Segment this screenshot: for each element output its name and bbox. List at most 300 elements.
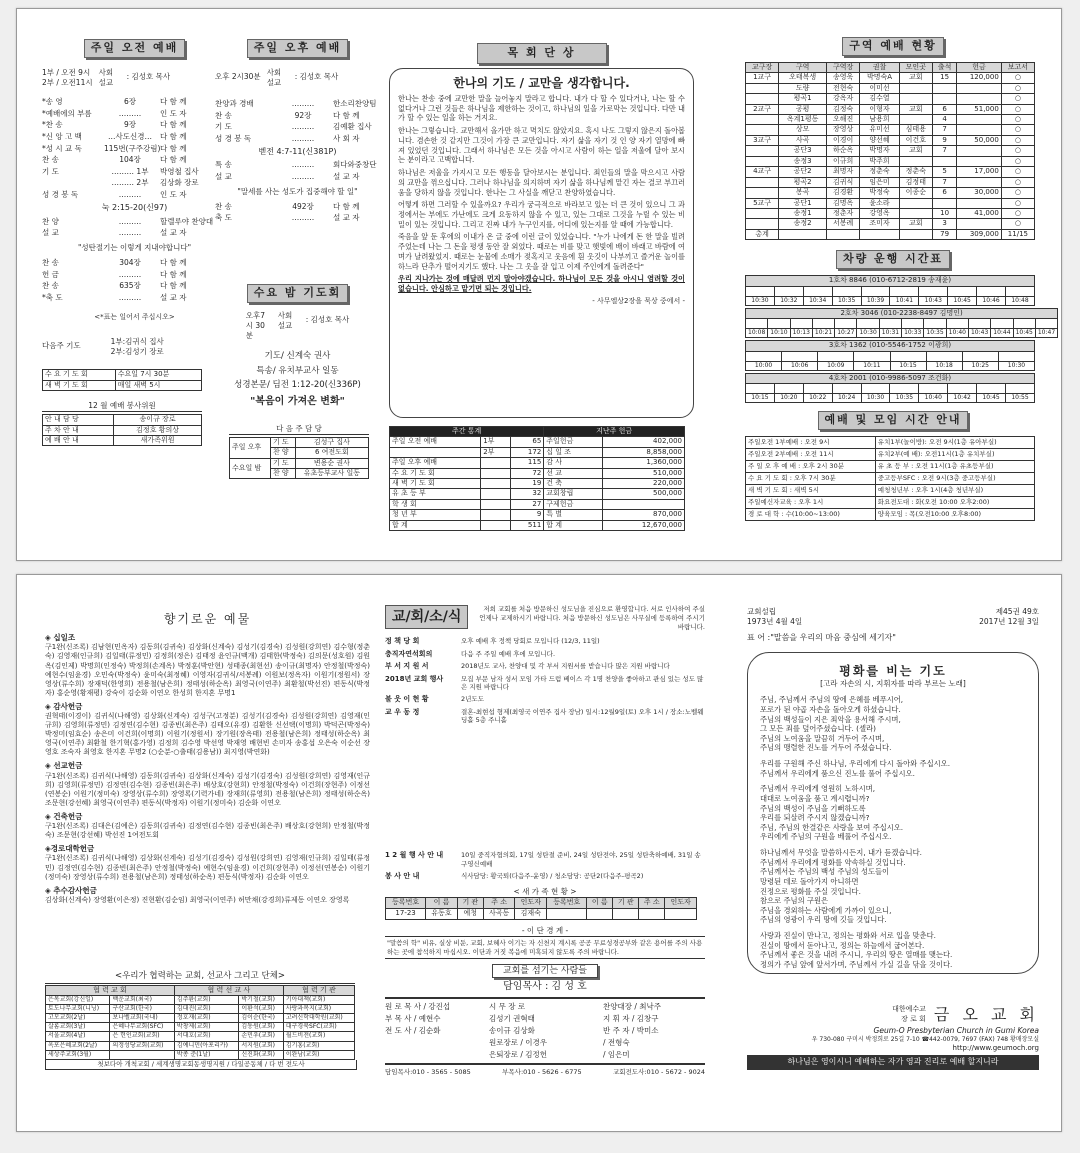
times-cell: 주 일 오 후 예 배 : 오후 2시 30분 — [746, 461, 876, 473]
order-person: 인 도 자 — [160, 190, 187, 200]
times-title: 예배 및 모임 시간 안내 — [818, 411, 969, 430]
stats-cell: 건 축 — [544, 479, 602, 489]
bus-stop-cell — [835, 319, 857, 329]
district-cell — [827, 229, 860, 239]
bus-stop-cell — [991, 319, 1013, 329]
visitor-cell — [639, 908, 665, 919]
prayer-title: 평화를 비는 기도 — [839, 664, 947, 679]
district-cell: 7 — [932, 177, 956, 187]
partners-cell: 사랑과복지(교회) — [283, 1005, 354, 1014]
church-url[interactable]: http://www.geumoch.org — [952, 1043, 1039, 1052]
partners-title: <우리가 협력하는 교회, 선교사 그리고 단체> — [45, 971, 355, 983]
partners-cell: 박창제(교회) — [174, 1023, 238, 1032]
bus-time: 10:43 — [919, 296, 948, 305]
stanza — [760, 931, 1026, 970]
verse-line: 정의가 주님 앞에 앞서가며, 주님께서 가실 길을 닦을 것이다. — [760, 959, 953, 969]
partners-cell — [110, 1050, 174, 1059]
order-row — [215, 133, 380, 145]
issue-number: 제45권 49호 — [995, 607, 1039, 616]
am-sermon-title: "성탄절기는 이렇게 지내야합니다" — [77, 242, 192, 252]
vol-value: 김정호 황의상 — [114, 425, 202, 435]
partners-cell: 백운교회(최국) — [110, 996, 174, 1005]
district-row — [746, 104, 1035, 114]
bus-stop-cell — [890, 286, 919, 296]
order-row — [215, 159, 380, 171]
district-cell: 조미자 — [860, 219, 899, 229]
verse-line: 주님의 맹렬한 진노를 거두어 주셨습니다. — [760, 743, 892, 753]
district-cell — [957, 198, 1002, 208]
district-row — [746, 208, 1035, 218]
staff-cell: 김성기 권혁태 — [489, 1013, 535, 1023]
district-cell — [779, 229, 827, 239]
column-para: 하나님은 저울을 가지시고 모든 행동을 달아보시는 분입니다. 죄인들의 말을 막으시고 사람의 교만을 꺾으십니다. 그러나 하나님을 의지하며 자기 삶을 하나님께 맡긴 자는 결코 부끄러움을 당하지 않을 것입니다. 한나는 그 사실을 깨닫고 찬양하였습니다. — [398, 168, 685, 197]
order-item: 찬 송 — [42, 281, 59, 291]
partners-cell: 기아대책(교회) — [283, 996, 354, 1005]
order-value: ……… — [118, 292, 142, 302]
district-cell — [899, 156, 932, 166]
staff-cell: 원 로 목 사 / 강진섭 — [385, 1001, 451, 1011]
district-head-cell: 모인곳 — [899, 62, 932, 72]
district-cell: ○ — [1001, 125, 1034, 135]
district-cell: 120,000 — [957, 73, 1002, 83]
stats-cell: 학 생 회 — [390, 499, 481, 509]
order-person: 설 교 자 — [333, 172, 360, 182]
district-cell: 공단1 — [779, 198, 827, 208]
district-cell: 송정3 — [779, 156, 827, 166]
district-cell: 김경환 — [827, 188, 860, 198]
district-head-cell: 보고서 — [1001, 62, 1034, 72]
bus-stop-cell — [948, 384, 977, 394]
partners-cell: 김주환(교회) — [174, 996, 238, 1005]
bus-time: 10:21 — [812, 329, 834, 338]
district-cell — [932, 94, 956, 104]
next-cell: 기 도 — [270, 437, 295, 447]
order-person: 다 함 께 — [333, 110, 360, 120]
order-item: *축 도 — [42, 292, 63, 302]
next-week-title: 다 음 주 담 당 — [229, 424, 369, 435]
order-row — [42, 96, 227, 108]
bus-time: 10:00 — [746, 361, 782, 370]
next-prayer-1: 1부:김귀식 집사 — [110, 336, 164, 346]
stats-cell — [390, 447, 481, 457]
district-cell: 79 — [932, 229, 956, 239]
partners-cell: 대구경북SFC(교회) — [283, 1023, 354, 1032]
district-cell: 4교구 — [746, 167, 779, 177]
district-cell: 2교구 — [746, 104, 779, 114]
order-value: …사도신경… — [108, 131, 152, 141]
verse-line: 주님의 노여움을 말끔히 거두어 주시며, — [760, 733, 885, 743]
pastor-column-title: 목 회 단 상 — [477, 43, 607, 64]
bus-stop-cell — [962, 351, 998, 361]
wed-preacher: : 김성호 목사 — [305, 314, 350, 324]
verse-line: 주님, 주님의 한결같은 사랑을 보여 주십시오. — [760, 822, 904, 832]
district-cell: 오해진 — [827, 115, 860, 125]
district-cell: 이종순 — [899, 188, 932, 198]
bus-time: 10:18 — [926, 361, 962, 370]
news-label: 교 우 동 정 — [385, 707, 420, 716]
district-cell: 김수열 — [860, 94, 899, 104]
order-row — [42, 227, 227, 239]
bus-stop-row — [746, 319, 1058, 329]
bus-time: 10:31 — [879, 329, 901, 338]
founded-date: 1973년 4월 4일 — [747, 617, 803, 627]
district-cell — [932, 156, 956, 166]
bus-stop-cell — [857, 319, 879, 329]
stats-row — [390, 468, 685, 478]
district-cell — [957, 156, 1002, 166]
wed-service-title: 수요 밤 기도회 — [247, 284, 348, 303]
column-signature: - 사무엘상2장을 묵상 중에서 - — [592, 296, 685, 305]
staff-list — [385, 997, 705, 1065]
district-cell: 박주희 — [860, 156, 899, 166]
district-cell: 7 — [932, 146, 956, 156]
district-cell: 교회 — [899, 104, 932, 114]
district-cell: 하순옥 — [827, 146, 860, 156]
service-volunteers-title: 12 월 예배 봉사위원 — [42, 401, 202, 412]
am-order-list-2 — [42, 216, 227, 239]
stats-cell: 32 — [510, 489, 544, 499]
order-item: 축 도 — [215, 213, 232, 223]
prayer-subtitle: [고라 자손의 시, 지휘자를 따라 부르는 노래] — [820, 679, 966, 689]
bus-stop-cell — [803, 384, 832, 394]
vol-label: 예 배 안 내 — [43, 435, 114, 445]
district-cell — [899, 208, 932, 218]
partners-cell: 박기철(교회) — [239, 996, 283, 1005]
district-cell: 평곡1 — [779, 94, 827, 104]
next-cell: 변용순 권사 — [295, 458, 368, 468]
district-row — [746, 125, 1035, 135]
wed-preacher-label: 사회 설교 — [277, 310, 293, 330]
district-cell — [957, 219, 1002, 229]
order-value: ……… 1부 — [111, 166, 149, 176]
district-cell: ○ — [1001, 198, 1034, 208]
news-text: 10일 중직자협의회, 17일 성탄절 준비, 24일 성탄전야, 25일 성탄축하예배, 31일 송구영신예배 — [461, 851, 701, 868]
order-item — [42, 177, 100, 189]
next-cell: 찬 양 — [270, 448, 295, 458]
district-row — [746, 146, 1035, 156]
stats-cell: 청 년 부 — [390, 510, 481, 520]
district-cell — [957, 94, 1002, 104]
offering-names: 김상화(신계숙) 장영환(이은정) 진현환(김순임) 최영국(이연주) 허만채(강경희)류제동 이연오 장영록 — [45, 895, 350, 904]
district-cell: 공평 — [779, 104, 827, 114]
visitor-head-cell: 인도자 — [515, 898, 547, 908]
order-item: *예배에의 부름 — [42, 108, 92, 118]
district-cell: 공단3 — [779, 146, 827, 156]
bus-route-header — [746, 308, 1058, 318]
stanza — [760, 695, 1026, 753]
district-cell: 3교구 — [746, 135, 779, 145]
order-row — [215, 171, 380, 183]
order-person: 다 함 께 — [160, 269, 187, 279]
stats-cell: 72 — [510, 468, 544, 478]
district-row — [746, 198, 1035, 208]
verse-line: 주님께서 우리에게 영원히 노하시며, — [760, 784, 876, 794]
district-cell: 옥계1평동 — [779, 115, 827, 125]
stats-cell: 구제헌금 — [544, 499, 602, 509]
stats-cell — [481, 489, 511, 499]
partners-cell: 토도나무교회(니닝) — [46, 1005, 110, 1014]
bus-stop-cell — [832, 286, 861, 296]
district-cell: 박명자 — [860, 146, 899, 156]
bus-stop-cell — [1006, 384, 1035, 394]
order-row — [215, 110, 380, 122]
district-cell: 5교구 — [746, 198, 779, 208]
bus-stop-cell — [818, 351, 854, 361]
times-cell: 유치2부(예 배): 오전11시(1층 유치부실) — [875, 449, 1034, 461]
bus-route-name: 1호차 8846 (010-6712-2819 송재윤) — [746, 276, 1035, 286]
partners-cell: 정호재(교회) — [174, 1014, 238, 1023]
news-item — [385, 708, 705, 726]
district-cell: 사곡 — [779, 135, 827, 145]
order-item: 찬 송 — [215, 201, 232, 211]
column-para: 한나는 찬송 중에 교만한 말을 늘어놓지 말라고 합니다. 내가 다 할 수 있다거나, 나는 할 수 없다거나 그런 것들은 하나님을 제한하는 것이고, 하나님의 일을 가로막는 것입니다. 다만 내가 할 수 있는 일을 하는 거지요. — [398, 94, 685, 123]
order-item: 헌 금 — [42, 269, 59, 279]
founded-label: 교회설립 — [747, 607, 776, 616]
bus-time: 10:44 — [991, 329, 1013, 338]
prayer-verses — [760, 695, 1026, 969]
visitor-table — [385, 897, 697, 919]
order-value: 9장 — [123, 120, 137, 130]
district-cell: 17,000 — [957, 167, 1002, 177]
stats-cell — [481, 479, 511, 489]
stats-cell: 주일 오후 예배 — [390, 458, 481, 468]
bus-stop-row — [746, 384, 1035, 394]
news-text: 식사담당: 황국퇴(다음주-윤영) / 청소담당: 공단2(다음주-평곡2) — [461, 871, 644, 880]
district-cell: 50,000 — [957, 135, 1002, 145]
bus-time: 10:24 — [832, 394, 861, 403]
district-head-cell: 구역 — [779, 62, 827, 72]
verse-line: 주님께서 우리에게 품으신 진노를 풀어 주십시오. — [760, 768, 915, 778]
order-value: ……… — [291, 133, 315, 143]
times-cell: 예청청년부 : 오후 1시(4층 청년부실) — [875, 485, 1034, 497]
district-head-cell: 교구장 — [746, 62, 779, 72]
bus-time: 10:39 — [861, 296, 890, 305]
stats-cell — [481, 520, 511, 530]
slogan-banner: 하나님은 영이시니 예배하는 자가 영과 진리로 예배 할지니라 — [747, 1055, 1039, 1070]
district-cell — [746, 115, 779, 125]
order-item: 찬 양 — [42, 216, 59, 226]
bus-time: 10:11 — [854, 361, 890, 370]
times-row — [746, 485, 1035, 497]
meet-value: 수요일 7시 30분 — [115, 370, 201, 380]
order-person: 박영철 집사 — [160, 166, 199, 176]
order-row — [42, 216, 227, 228]
bus-time: 10:45 — [948, 296, 977, 305]
district-cell — [746, 125, 779, 135]
news-text: 오후 예배 후 정책 당회로 모입니다 (12/3, 11일) — [461, 637, 600, 646]
verse-line: 하나님께서 무엇을 말씀하시든지, 내가 듣겠습니다. — [760, 848, 922, 858]
order-value: ……… — [118, 216, 142, 226]
order-item: *찬 송 — [42, 120, 63, 130]
stats-cell — [481, 458, 511, 468]
district-cell: 임은미 — [860, 177, 899, 187]
district-cell: 10 — [932, 208, 956, 218]
wed-time: 오후7시 30분 — [245, 310, 265, 341]
cover-column — [747, 575, 1039, 1131]
bus-route-name: 4호차 2001 (010-9986-5097 조건화) — [746, 373, 1035, 383]
district-row — [746, 115, 1035, 125]
bus-time: 10:30 — [861, 394, 890, 403]
column-para: 한나는 그렇습니다. 교만해서 올가만 하고 멱치도 않았지요. 혹시 나도 그렇지 않은지 돌아봅니다. 겸손한 것 같지만 그것이 가장 큰 교만입니다. 자기 삶을 자기 것 인 양 자기 열망에 빠져 있었던 것입니다. 그래서 하나님은 모든 것을 아시고 사람이 하는 일을 저울에 달아 보시는 분이라고 고백합니다. — [398, 126, 685, 165]
district-head-cell: 권찰 — [860, 62, 899, 72]
bus-title: 차량 운행 시간표 — [836, 250, 950, 269]
partners-cell: 보나벨교회(국내) — [110, 1014, 174, 1023]
stats-cell — [481, 499, 511, 509]
partners-cell: 구산교회(한국) — [110, 1005, 174, 1014]
order-value: ……… 2부 — [111, 178, 149, 188]
bus-time: 10:22 — [803, 394, 832, 403]
district-cell — [957, 115, 1002, 125]
news-title: 교/회/소/식 — [385, 605, 468, 629]
district-cell: ○ — [1001, 156, 1034, 166]
stats-cell: 12,670,000 — [602, 520, 684, 530]
pm-order-list-3 — [215, 201, 380, 224]
district-cell: 김정숙 — [827, 104, 860, 114]
bus-stop-cell — [977, 286, 1006, 296]
district-cell: 김귀식 — [827, 177, 860, 187]
bus-route-table — [745, 275, 1035, 306]
news-label: 부 서 지 원 서 — [385, 662, 429, 671]
bus-stop-cell — [924, 319, 946, 329]
bus-time: 10:30 — [746, 296, 775, 305]
stats-cell: 1부 — [481, 437, 511, 447]
meet-label: 수 요 기 도 회 — [43, 370, 116, 380]
bus-time: 10:55 — [1006, 394, 1035, 403]
order-row — [42, 154, 227, 166]
weekly-stats-table — [389, 426, 685, 531]
partners-cell: 은 헌인교회(교회) — [110, 1032, 174, 1041]
bus-time: 10:30 — [998, 361, 1034, 370]
order-value: 492장 — [292, 201, 314, 211]
district-cell: 교회 — [899, 219, 932, 229]
news-item — [385, 675, 705, 693]
district-cell — [899, 83, 932, 93]
next-cell: 6 여전도회 — [295, 448, 368, 458]
staff-title: 교회를 섬기는 사람들 — [492, 964, 598, 978]
bus-stop-cell — [746, 351, 782, 361]
stats-cell — [481, 468, 511, 478]
verse-line: 망령된 데로 돌아가지 아니하면 — [760, 876, 859, 886]
order-row — [42, 280, 227, 292]
visitor-row — [386, 908, 697, 919]
order-row — [42, 257, 227, 269]
column-para: 우리 지나가는 것에 매달려 먼지 말아야겠습니다. 하나님이 모든 것을 아시니 염려할 것이 없습니다. 안심하고 맡기면 되는 것입니다. — [398, 274, 685, 293]
order-item: 찬 송 — [42, 257, 59, 267]
order-person: 다 함 께 — [160, 155, 187, 165]
verse-line: 참으로 주님의 구원은 — [760, 896, 829, 906]
staff-row — [385, 1037, 705, 1049]
partners-cell: 박종 준(1날) — [174, 1050, 238, 1059]
stats-cell: 수 요 기 도 회 — [390, 468, 481, 478]
offering-group-name: ◈ 선교헌금 — [45, 761, 83, 771]
district-cell: 서봉례 — [827, 219, 860, 229]
staff-cell: / 임은미 — [603, 1049, 630, 1059]
am-preacher: : 김성호 목사 — [126, 71, 171, 81]
district-cell: 김정태 — [899, 177, 932, 187]
order-row — [42, 131, 227, 143]
stats-cell: 주일 오전 예배 — [390, 437, 481, 447]
district-cell: 9 — [932, 135, 956, 145]
times-row — [746, 497, 1035, 509]
times-row — [746, 461, 1035, 473]
district-cell: 강영옥 — [860, 208, 899, 218]
senior-pastor: 담임목사 : 김 성 호 — [503, 981, 587, 993]
wed-line: 기도/ 신계숙 권사 — [264, 351, 331, 362]
pm-order-list-2 — [215, 159, 380, 182]
stats-cell — [602, 499, 684, 509]
order-person: 김예환 집사 — [333, 122, 372, 132]
district-cell: 남용희 — [860, 115, 899, 125]
bus-time: 10:43 — [968, 329, 990, 338]
order-row — [215, 212, 380, 224]
bus-time: 10:35 — [890, 394, 919, 403]
next-cell: 수요일 밤 — [230, 458, 271, 479]
bus-time: 10:33 — [902, 329, 924, 338]
stats-cell: 주일헌금 — [544, 437, 602, 447]
news-text: 모집 부문 남자 성서 모임 가타 드럼 베이스 각 1명 찬양을 좋아하고 관심 있는 성도 많은 지원 바랍니다 — [461, 674, 704, 692]
partners-row — [46, 1050, 355, 1059]
partners-cell: 손민우(교회) — [239, 1032, 283, 1041]
district-cell: ○ — [1001, 115, 1034, 125]
district-cell: ○ — [1001, 73, 1034, 83]
district-cell: 최명자 — [827, 167, 860, 177]
staff-row — [385, 1025, 705, 1037]
bus-stop-cell — [782, 351, 818, 361]
column-box — [389, 68, 694, 418]
visitor-head-cell: 기 관 — [613, 898, 639, 908]
district-cell — [746, 83, 779, 93]
district-cell: 총계 — [746, 229, 779, 239]
verse-line: 주님께서 우리에게 평화를 약속하실 것입니다. — [760, 857, 906, 867]
district-cell: 박명숙A — [860, 73, 899, 83]
partners-row — [46, 1032, 355, 1041]
news-list — [385, 637, 705, 725]
district-cell: 윤소라 — [860, 198, 899, 208]
stats-cell: 합 계 — [544, 520, 602, 530]
district-head-cell: 구역장 — [827, 62, 860, 72]
bus-stop-cell — [1006, 286, 1035, 296]
stats-cell: 27 — [510, 499, 544, 509]
bus-time: 10:45 — [977, 394, 1006, 403]
stats-cell: 8,858,000 — [602, 447, 684, 457]
order-value: 6장 — [123, 97, 137, 107]
visitor-cell — [587, 908, 613, 919]
partners-head: 협 력 교 회 — [46, 985, 175, 995]
order-item: 성 경 봉 독 — [215, 133, 252, 143]
staff-cell: 찬양대장 / 최낙주 — [603, 1001, 662, 1011]
bus-time: 10:27 — [835, 329, 857, 338]
partners-cell: 김예니민(아포리카) — [174, 1041, 238, 1050]
verse-line: 우리에게 주님의 구원을 베풀어 주십시오. — [760, 832, 892, 842]
am-service-column — [42, 9, 227, 560]
bus-time: 10:40 — [919, 394, 948, 403]
denomination: 대한예수교 장 로 회 — [892, 1005, 926, 1023]
verse-line: 주님을 경외하는 사람에게 가까이 있으니, — [760, 905, 892, 915]
partners-cell: 이완남(교회) — [283, 1050, 354, 1059]
district-row — [746, 73, 1035, 83]
district-cell — [957, 125, 1002, 135]
district-cell: ○ — [1001, 167, 1034, 177]
bus-time: 10:20 — [774, 394, 803, 403]
partners-cell: 은혜나무교회(SFC) — [110, 1023, 174, 1032]
district-cell: 김명옥 — [827, 198, 860, 208]
district-cell: 3 — [932, 219, 956, 229]
pm-service-title: 주일 오후 예배 — [247, 39, 348, 58]
order-item: 찬양과 경배 — [215, 99, 254, 109]
stats-row — [390, 458, 685, 468]
bus-stop-cell — [1013, 319, 1035, 329]
staff-cell: / 전형숙 — [603, 1037, 630, 1047]
